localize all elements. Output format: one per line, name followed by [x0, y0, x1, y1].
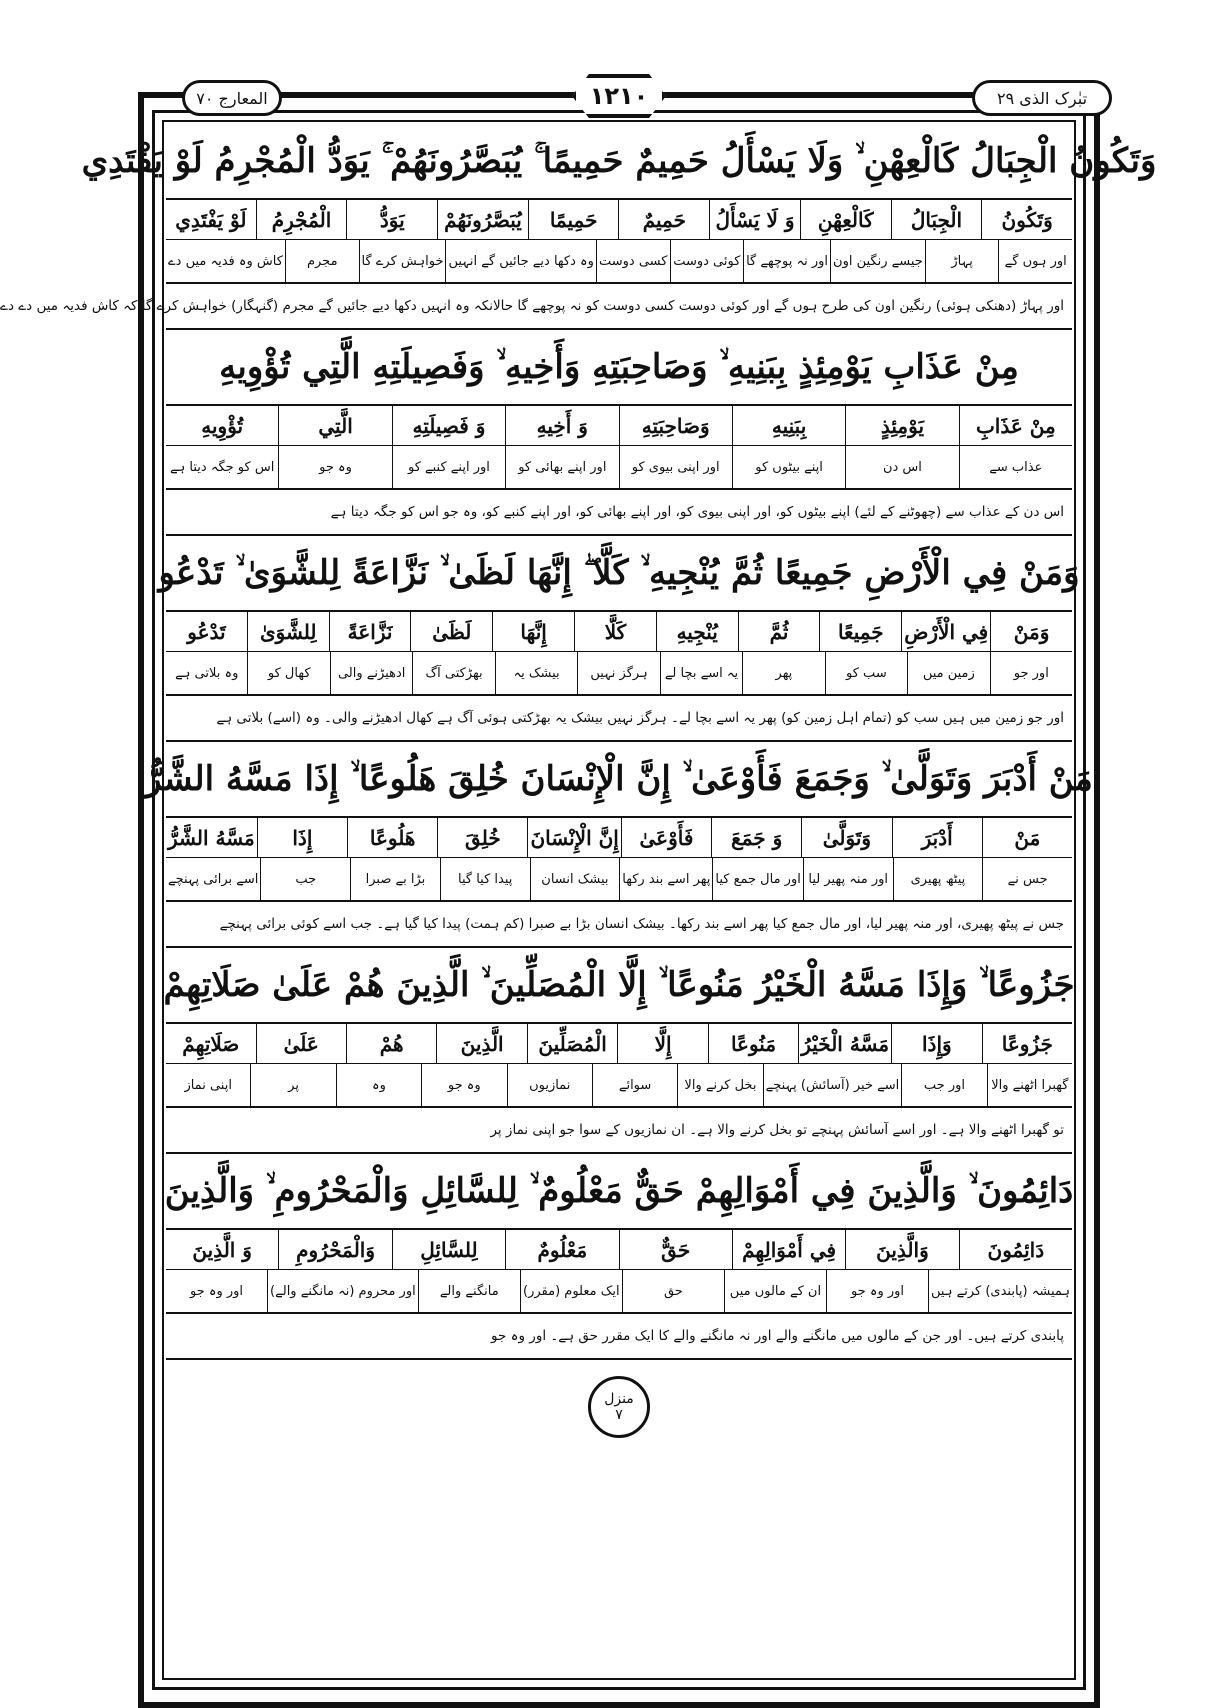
meaning-cell: پیدا کیا گیا [440, 858, 530, 900]
meaning-cell: بڑا بے صبرا [350, 858, 440, 900]
word-cell: حَمِيمٌ [618, 200, 709, 239]
meaning-cell: اس کو جگہ دیتا ہے [170, 459, 275, 475]
meaning-cell: اور نہ پوچھے گا [743, 240, 830, 282]
word-cell: كَالْعِهْنِ [800, 200, 891, 239]
meaning-cell: اور مال جمع کیا [712, 858, 802, 900]
meaning-cell: سوائے [592, 1064, 677, 1106]
meaning-cell: پیٹھ پھیری [893, 858, 983, 900]
meaning-cell: اور اپنی بیوی کو [619, 446, 732, 488]
meaning-cell: اور محروم (نہ مانگنے والے) [267, 1270, 418, 1312]
word-cell: إِنَّ الْإِنْسَانَ [527, 818, 620, 857]
arabic-verse-line: وَمَنْ فِي الْأَرْضِ جَمِيعًا ثُمَّ يُنْجِيهِ ۙ كَلَّا ۖ إِنَّهَا لَظَىٰ ۙ نَزَّاعَةً لِلشَّوَىٰ ۙ تَدْعُو [166, 536, 1072, 612]
meaning-cell: پر [250, 1064, 335, 1106]
page-number-text: ۱۲۱۰ [589, 82, 649, 110]
meaning-cell: اور وہ جو [826, 1270, 928, 1312]
manzil-number: ٧ [615, 1407, 623, 1423]
meaning-row [166, 1064, 1072, 1108]
meaning-cell: کاش وہ فدیہ میں دے [168, 253, 283, 269]
word-cell: يُبَصَّرُونَهُمْ [437, 200, 528, 239]
meaning-cell: بیشک انسان [530, 858, 620, 900]
word-cell: الَّتِي [278, 406, 391, 445]
meaning-row [166, 1270, 1072, 1314]
meaning-cell: اور ہوں گے [998, 240, 1072, 282]
word-cell: نَزَّاعَةً [329, 612, 411, 651]
meaning-cell: وہ دکھا دیے جائیں گے انہیں [445, 240, 595, 282]
word-cell: مِنْ عَذَابِ [959, 406, 1072, 445]
word-cell: لَظَىٰ [410, 612, 492, 651]
verse-block [145, 742, 1093, 948]
page-content [0, 124, 1157, 1676]
juz-name-header [972, 80, 1112, 116]
word-cell: جَزُوعًا [982, 1024, 1072, 1063]
meaning-cell: اس دن [845, 446, 958, 488]
meaning-cell: اور اپنے کنبے کو [392, 446, 505, 488]
arabic-verse-line: وَتَكُونُ الْجِبَالُ كَالْعِهْنِ ۙ وَلَا يَسْأَلُ حَمِيمٌ حَمِيمًا ۚ يُبَصَّرُونَهُمْ ۚ يَوَدُّ الْمُجْرِمُ لَوْ يَفْتَدِي [166, 124, 1072, 200]
meaning-cell: بخل کرنے والا [677, 1064, 762, 1106]
translation-line: اور جو زمین میں ہیں سب کو (تمام اہل زمین کو) پھر یہ اسے بچا لے۔ ہرگز نہیں بیشک یہ بھڑکتی ہوئی آگ ہے کھال ادھیڑنے والی۔ وہ (اسے) بلاتی ہے [216, 710, 1064, 726]
translation-line: اس دن کے عذاب سے (چھوٹنے کے لئے) اپنے بیٹوں کو، اور اپنی بیوی کو، اور اپنے بھائی کو، اور اپنے کنبے کو، وہ جو اس کو جگہ دیتا ہے [330, 504, 1064, 520]
manzil-marker [588, 1376, 650, 1438]
word-cell: دَائِمُونَ [959, 1230, 1072, 1269]
word-cell: إِذَا [257, 818, 347, 857]
word-cell: حَمِيمًا [528, 200, 619, 239]
meaning-cell: جیسے رنگین اون [830, 240, 925, 282]
meaning-cell: جب [260, 858, 350, 900]
meaning-cell: اور منہ پھیر لیا [803, 858, 893, 900]
word-cell: وَالْمَحْرُومِ [278, 1230, 391, 1269]
word-row [166, 1024, 1072, 1064]
word-cell: لِلسَّائِلِ [392, 1230, 505, 1269]
word-cell: فَأَوْعَىٰ [621, 818, 711, 857]
word-row [166, 1230, 1072, 1270]
word-cell: تُؤْوِيهِ [201, 413, 244, 438]
word-cell: وَتَوَلَّىٰ [801, 818, 891, 857]
word-cell: وَ أَخِيهِ [505, 406, 618, 445]
meaning-cell: ہرگز نہیں [577, 652, 659, 694]
meaning-cell: وہ [336, 1064, 421, 1106]
meaning-cell: اور اپنے بھائی کو [505, 446, 618, 488]
word-cell: حَقٌّ [619, 1230, 732, 1269]
meaning-cell: پہاڑ [925, 240, 999, 282]
word-cell: إِنَّهَا [492, 612, 574, 651]
word-cell: وَصَاحِبَتِهِ [619, 406, 732, 445]
word-cell: كَلَّا [574, 612, 656, 651]
meaning-cell: اسے برائی پہنچے [167, 871, 259, 887]
word-cell: هَلُوعًا [347, 818, 437, 857]
manzil-label: منزل [604, 1391, 634, 1407]
word-row [166, 612, 1072, 652]
word-cell: جَمِيعًا [819, 612, 901, 651]
meaning-cell: مجرم [285, 240, 359, 282]
meaning-row [166, 652, 1072, 696]
word-cell: لِلشَّوَىٰ [247, 612, 329, 651]
meaning-cell: سب کو [825, 652, 907, 694]
verse-block [166, 330, 1072, 536]
meaning-cell: کسی دوست [596, 240, 670, 282]
word-cell: الْجِبَالُ [891, 200, 982, 239]
meaning-cell: بھڑکتی آگ [412, 652, 494, 694]
meaning-cell: بیشک یہ [495, 652, 577, 694]
word-cell: مَسَّهُ الشَّرُّ [167, 825, 255, 850]
meaning-cell: کھال کو [247, 652, 329, 694]
word-cell: إِلَّا [617, 1024, 707, 1063]
meaning-cell: یہ اسے بچا لے [660, 652, 742, 694]
translation-line: پابندی کرتے ہیں۔ اور جن کے مالوں میں مانگنے والے اور نہ مانگنے والے کا ایک مقرر حق ہے۔ اور وہ جو [490, 1328, 1064, 1344]
meaning-cell: مانگنے والے [418, 1270, 520, 1312]
surah-name-text: المعارج ٧٠ [196, 88, 268, 108]
meaning-cell: گھبرا اٹھنے والا [987, 1064, 1072, 1106]
arabic-verse-line: دَائِمُونَ ۙ وَالَّذِينَ فِي أَمْوَالِهِمْ حَقٌّ مَعْلُومٌ ۙ لِلسَّائِلِ وَالْمَحْرُومِ ۙ وَالَّذِينَ [166, 1154, 1072, 1230]
meaning-cell: وہ بلاتی ہے [175, 665, 239, 681]
word-cell: فِي الْأَرْضِ [901, 612, 990, 651]
arabic-verse-line: جَزُوعًا ۙ وَإِذَا مَسَّهُ الْخَيْرُ مَنُوعًا ۙ إِلَّا الْمُصَلِّينَ ۙ الَّذِينَ هُمْ عَلَىٰ صَلَاتِهِمْ [166, 948, 1072, 1024]
translation-line: جس نے پیٹھ پھیری، اور منہ پھیر لیا، اور مال جمع کیا پھر اسے بند رکھا۔ بیشک انسان بڑا بے صبرا (کم ہمت) پیدا کیا گیا ہے۔ جب اسے کوئی برائی پہنچے [219, 916, 1064, 932]
word-cell: أَدْبَرَ [892, 818, 982, 857]
word-cell: يَوْمِئِذٍ [845, 406, 958, 445]
word-row [166, 406, 1072, 446]
word-cell: وَ لَا يَسْأَلُ [709, 200, 800, 239]
word-cell: هُمْ [346, 1024, 436, 1063]
word-cell: فِي أَمْوَالِهِمْ [732, 1230, 845, 1269]
word-cell: يُنْجِيهِ [656, 612, 738, 651]
word-cell: وَ الَّذِينَ [192, 1237, 252, 1262]
word-cell: مَنْ [982, 818, 1072, 857]
meaning-cell: اپنی نماز [184, 1077, 232, 1093]
word-cell: صَلَاتِهِمْ [182, 1031, 240, 1056]
word-cell: وَالَّذِينَ [845, 1230, 958, 1269]
word-cell: مَسَّهُ الْخَيْرُ [798, 1024, 891, 1063]
meaning-cell: زمین میں [907, 652, 989, 694]
meaning-row [166, 858, 1072, 902]
verse-block [166, 1154, 1072, 1360]
translation-line: تو گھبرا اٹھنے والا ہے۔ اور اسے آسائش پہنچے تو بخل کرنے والا ہے۔ ان نمازیوں کے سوا جو اپنی نماز پر [490, 1122, 1064, 1138]
word-cell: الْمُجْرِمُ [256, 200, 347, 239]
word-cell: مَعْلُومٌ [505, 1230, 618, 1269]
surah-name-header [182, 80, 282, 116]
meaning-cell: وہ جو [278, 446, 391, 488]
word-cell: ثُمَّ [738, 612, 820, 651]
meaning-row [166, 240, 1072, 284]
meaning-cell: اور جو [990, 652, 1072, 694]
verse-block [163, 948, 1075, 1154]
word-cell: الَّذِينَ [436, 1024, 526, 1063]
meaning-cell: وہ جو [421, 1064, 506, 1106]
meaning-cell: ادھیڑنے والی [330, 652, 412, 694]
meaning-cell: خواہش کرے گا [359, 240, 446, 282]
word-cell: تَدْعُو [187, 619, 226, 644]
meaning-row [166, 446, 1072, 490]
word-cell: لَوْ يَفْتَدِي [175, 207, 247, 232]
meaning-cell: ان کے مالوں میں [724, 1270, 826, 1312]
word-cell: بِبَنِيهِ [732, 406, 845, 445]
meaning-cell: پھر اسے بند رکھا [619, 858, 712, 900]
word-cell: عَلَىٰ [256, 1024, 346, 1063]
meaning-cell: عذاب سے [959, 446, 1072, 488]
word-cell: وَمَنْ [990, 612, 1072, 651]
meaning-cell: اپنے بیٹوں کو [732, 446, 845, 488]
word-cell: وَ جَمَعَ [711, 818, 801, 857]
juz-name-text: تبٰرک الذی ٢٩ [996, 88, 1088, 108]
word-cell: وَإِذَا [891, 1024, 981, 1063]
meaning-cell: جس نے [982, 858, 1072, 900]
word-cell: خُلِقَ [437, 818, 527, 857]
meaning-cell: نمازیوں [507, 1064, 592, 1106]
arabic-verse-line: مِنْ عَذَابِ يَوْمِئِذٍ بِبَنِيهِ ۙ وَصَاحِبَتِهِ وَأَخِيهِ ۙ وَفَصِيلَتِهِ الَّتِي تُؤْوِيهِ [166, 330, 1072, 406]
arabic-verse-line: مَنْ أَدْبَرَ وَتَوَلَّىٰ ۙ وَجَمَعَ فَأَوْعَىٰ ۙ إِنَّ الْإِنْسَانَ خُلِقَ هَلُوعًا ۙ إِذَا مَسَّهُ الشَّرُّ [166, 742, 1072, 818]
meaning-cell: ایک معلوم (مقرر) [520, 1270, 622, 1312]
meaning-cell: اور وہ جو [189, 1283, 244, 1299]
word-cell: الْمُصَلِّينَ [527, 1024, 617, 1063]
word-cell: مَنُوعًا [708, 1024, 798, 1063]
meaning-cell: کوئی دوست [670, 240, 744, 282]
word-cell: وَتَكُونُ [981, 200, 1072, 239]
word-row [166, 818, 1072, 858]
translation-line: اور پہاڑ (دھنکی ہوئی) رنگین اون کی طرح ہوں گے اور کوئی دوست کسی دوست کو نہ پوچھے گا حالانکہ وہ انہیں دکھا دیے جائیں گے مجرم (گنہگار) خواہش کرے گا کہ کاش فدیہ میں دے دے [0, 298, 1064, 314]
meaning-cell: حق [622, 1270, 724, 1312]
word-row [166, 200, 1072, 240]
meaning-cell: ہمیشہ (پابندی) کرتے ہیں [928, 1270, 1072, 1312]
word-cell: يَوَدُّ [346, 200, 437, 239]
meaning-cell: پھر [742, 652, 824, 694]
verse-block [0, 124, 1157, 330]
meaning-cell: اور جب [901, 1064, 986, 1106]
verse-block [158, 536, 1080, 742]
word-cell: وَ فَصِيلَتِهِ [392, 406, 505, 445]
meaning-cell: اسے خیر (آسائش) پہنچے [763, 1064, 902, 1106]
